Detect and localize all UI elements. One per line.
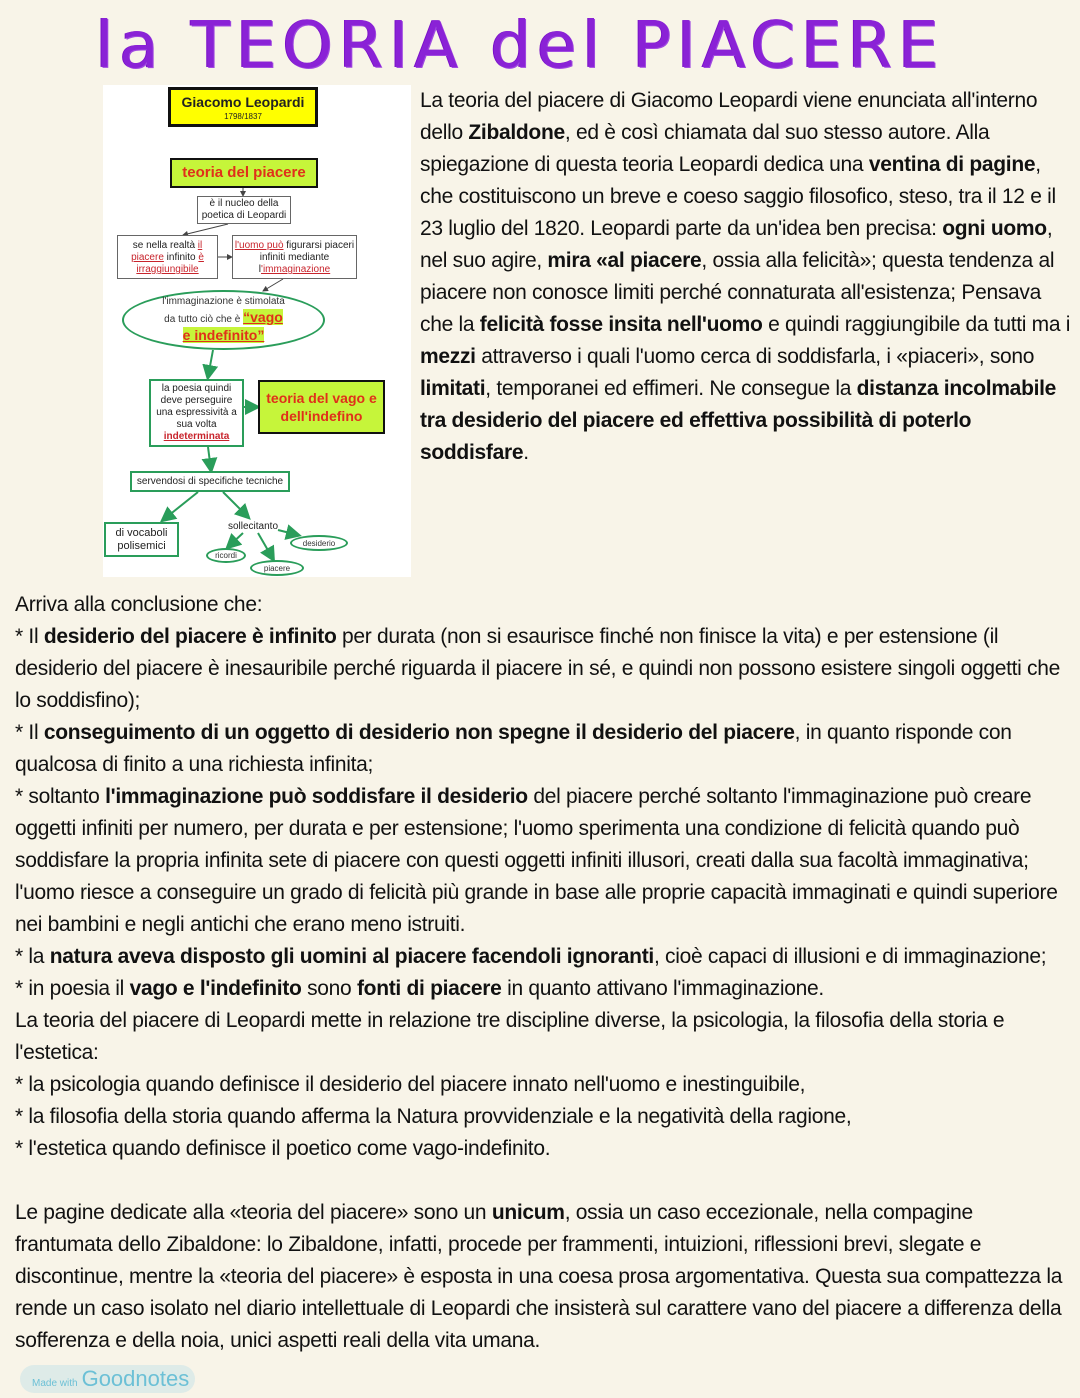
text: * la filosofia della storia quando afferma la Natura provvidenziale e la negatività della ragione, bbox=[15, 1105, 852, 1128]
imagination-ellipse bbox=[122, 290, 325, 350]
bold-text: fonti di piacere bbox=[356, 977, 502, 1000]
text: indeterminata bbox=[163, 431, 230, 442]
text: la poesia quindi deve perseguire una espressività a sua volta bbox=[156, 383, 237, 430]
text: del piacere perché soltanto l'immaginazione può creare oggetti infiniti per numero, per durata e per estensione; l'uomo sperimenta una condizione di felicità quando può soddisfare la propria infinita sete di piacere con questi oggetti infiniti illusori, creati dalla sua facoltà immaginativa; l'uomo riesce a conseguire un grado di felicità più grande in base alle proprie capacità immaginati e quindi superiore nei bambini e negli antichi che erano meno istruiti. bbox=[15, 785, 1058, 936]
bold-text: conseguimento di un oggetto di desiderio non spegne il desiderio del piacere bbox=[43, 721, 795, 744]
bold-text: ventina di pagine bbox=[868, 153, 1036, 176]
words-box: di vocaboli polisemici bbox=[104, 522, 179, 557]
bold-text: limitati bbox=[420, 377, 486, 400]
text: Le pagine dedicate alla «teoria del piacere» sono un bbox=[15, 1201, 492, 1224]
watermark-brand: Goodnotes bbox=[81, 1366, 190, 1391]
theory-box: teoria del piacere bbox=[170, 158, 318, 188]
soliciting-label: sollecitanto bbox=[227, 521, 279, 532]
author-years: 1798/1837 bbox=[224, 112, 262, 121]
author-box bbox=[168, 87, 318, 127]
bold-text: mira «al piacere bbox=[547, 249, 702, 272]
text: , ossia un caso eccezionale, nella compagine frantumata dello Zibaldone: lo Zibaldone, infatti, procede per frammenti, intuizioni, riflessioni brevi, slegate e discontinue, mentre la «teoria del piacere» è esposta in una coesa prosa argomentativa. Questa sua compattezza la rende un caso isolato nel diario intellettuale di Leopardi che insisterà sul carattere vano del piacere a differenza della sofferenza e della noia, unici aspetti reali della vita umana. bbox=[15, 1201, 1063, 1352]
text: attraverso i quali l'uomo cerca di soddisfarla, i «piaceri», sono bbox=[475, 345, 1035, 368]
vague-theory-box: teoria del vago e dell'indefino bbox=[258, 380, 385, 434]
text: La teoria del piacere di Giacomo Leopardi viene enunciata all'interno dello bbox=[420, 89, 1038, 144]
concept-map bbox=[103, 85, 411, 577]
text: sono bbox=[301, 977, 357, 1000]
paragraph bbox=[15, 941, 1075, 973]
text: per durata (non si esaurisce finché non finisce la vita) e per estensione (il desiderio del piacere è inesauribile perché riguarda il piacere in sé, e quindi non possono esistere singoli oggetti che lo soddisfino); bbox=[15, 625, 1061, 712]
text: * in poesia il bbox=[15, 977, 130, 1000]
text: in quanto attivano l'immaginazione. bbox=[501, 977, 824, 1000]
nucleus-box: è il nucleo della poetica di Leopardi bbox=[197, 196, 291, 224]
text: Arriva alla conclusione che: bbox=[15, 593, 263, 616]
bold-text: felicità fosse insita nell'uomo bbox=[479, 313, 763, 336]
reality-box bbox=[117, 235, 218, 279]
text: La teoria del piacere di Leopardi mette in relazione tre discipline diverse, la psicologia, la filosofia della storia e l'estetica: bbox=[15, 1009, 1005, 1064]
text: * la bbox=[15, 945, 50, 968]
poetry-box bbox=[149, 379, 244, 447]
text: * l'estetica quando definisce il poetico come vago-indefinito. bbox=[15, 1137, 551, 1160]
bold-text: distanza incolmabile tra desiderio del piacere ed effettiva possibilità di poterlo soddisfare bbox=[420, 377, 1057, 464]
memories-ellipse: ricordi bbox=[206, 548, 246, 563]
text: * soltanto bbox=[15, 785, 106, 808]
pleasure-ellipse: piacere bbox=[250, 560, 304, 576]
text: infinito bbox=[163, 252, 199, 263]
text: * Il bbox=[15, 721, 44, 744]
text: . bbox=[523, 441, 529, 464]
bold-text: vago e l'indefinito bbox=[129, 977, 302, 1000]
paragraph bbox=[15, 589, 1075, 621]
goodnotes-watermark bbox=[20, 1365, 195, 1393]
paragraph bbox=[15, 973, 1075, 1005]
paragraph bbox=[15, 717, 1075, 781]
vague-highlight: “vago e indefinito” bbox=[182, 309, 283, 343]
watermark-small: Made with bbox=[32, 1378, 78, 1389]
text: l'immaginazione è stimolata bbox=[162, 296, 285, 307]
top-section bbox=[0, 85, 1080, 577]
bold-text: l'immaginazione può soddisfare il desiderio bbox=[105, 785, 528, 808]
text: è irraggiungibile bbox=[136, 252, 204, 275]
author-name: Giacomo Leopardi bbox=[181, 94, 305, 110]
bold-text: unicum bbox=[491, 1201, 565, 1224]
body-text bbox=[15, 589, 1075, 1357]
paragraph bbox=[15, 621, 1075, 717]
paragraph bbox=[15, 1069, 1075, 1101]
bold-text: Zibaldone bbox=[468, 121, 565, 144]
bold-text: desiderio del piacere è infinito bbox=[43, 625, 337, 648]
paragraph bbox=[15, 781, 1075, 941]
text: 'immaginazione bbox=[261, 264, 331, 275]
paragraph bbox=[15, 1101, 1075, 1133]
bold-text: ogni uomo bbox=[942, 217, 1047, 240]
page-title: la TEORIA del PIACERE bbox=[95, 9, 945, 83]
text: , ed è così chiamata dal suo stesso autore. Alla spiegazione di questa teoria Leopardi dedica una bbox=[420, 121, 990, 176]
techniques-box: servendosi di specifiche tecniche bbox=[130, 471, 290, 492]
text: figurarsi piaceri infiniti mediante l bbox=[258, 240, 355, 275]
bold-text: natura aveva disposto gli uomini al piacere facendoli ignoranti bbox=[49, 945, 654, 968]
text: , che costituiscono un breve e coeso saggio filosofico, steso, tra il 12 e il 23 luglio del 1820. Leopardi parte da un'idea ben precisa: bbox=[420, 153, 1056, 240]
text bbox=[15, 1169, 21, 1192]
text: , cioè capaci di illusioni e di immaginazione; bbox=[653, 945, 1047, 968]
bold-text: mezzi bbox=[420, 345, 476, 368]
text: da tutto ciò che è bbox=[164, 314, 244, 325]
desire-ellipse: desiderio bbox=[290, 535, 348, 551]
text: , temporanei ed effimeri. Ne consegue la bbox=[485, 377, 857, 400]
text: e quindi raggiungibile da tutti ma i bbox=[762, 313, 1071, 336]
text: il piacere bbox=[131, 240, 203, 263]
paragraph bbox=[15, 1165, 1075, 1197]
text: se nella realtà bbox=[132, 240, 198, 251]
text: , nel suo agire, bbox=[420, 217, 1053, 272]
paragraph bbox=[15, 1197, 1075, 1357]
intro-paragraph bbox=[420, 85, 1072, 469]
text: , ossia alla felicità»; questa tendenza al piacere non conosce limiti perché connaturata all'esistenza; Pensava che la bbox=[420, 249, 1055, 336]
paragraph bbox=[15, 1005, 1075, 1069]
text: , in quanto risponde con qualcosa di finito a una richiesta infinita; bbox=[15, 721, 1012, 776]
text: * Il bbox=[15, 625, 44, 648]
paragraph bbox=[15, 1133, 1075, 1165]
man-box bbox=[232, 235, 357, 279]
text: * la psicologia quando definisce il desiderio del piacere innato nell'uomo e inestinguibile, bbox=[15, 1073, 806, 1096]
text: l'uomo può bbox=[234, 240, 284, 251]
